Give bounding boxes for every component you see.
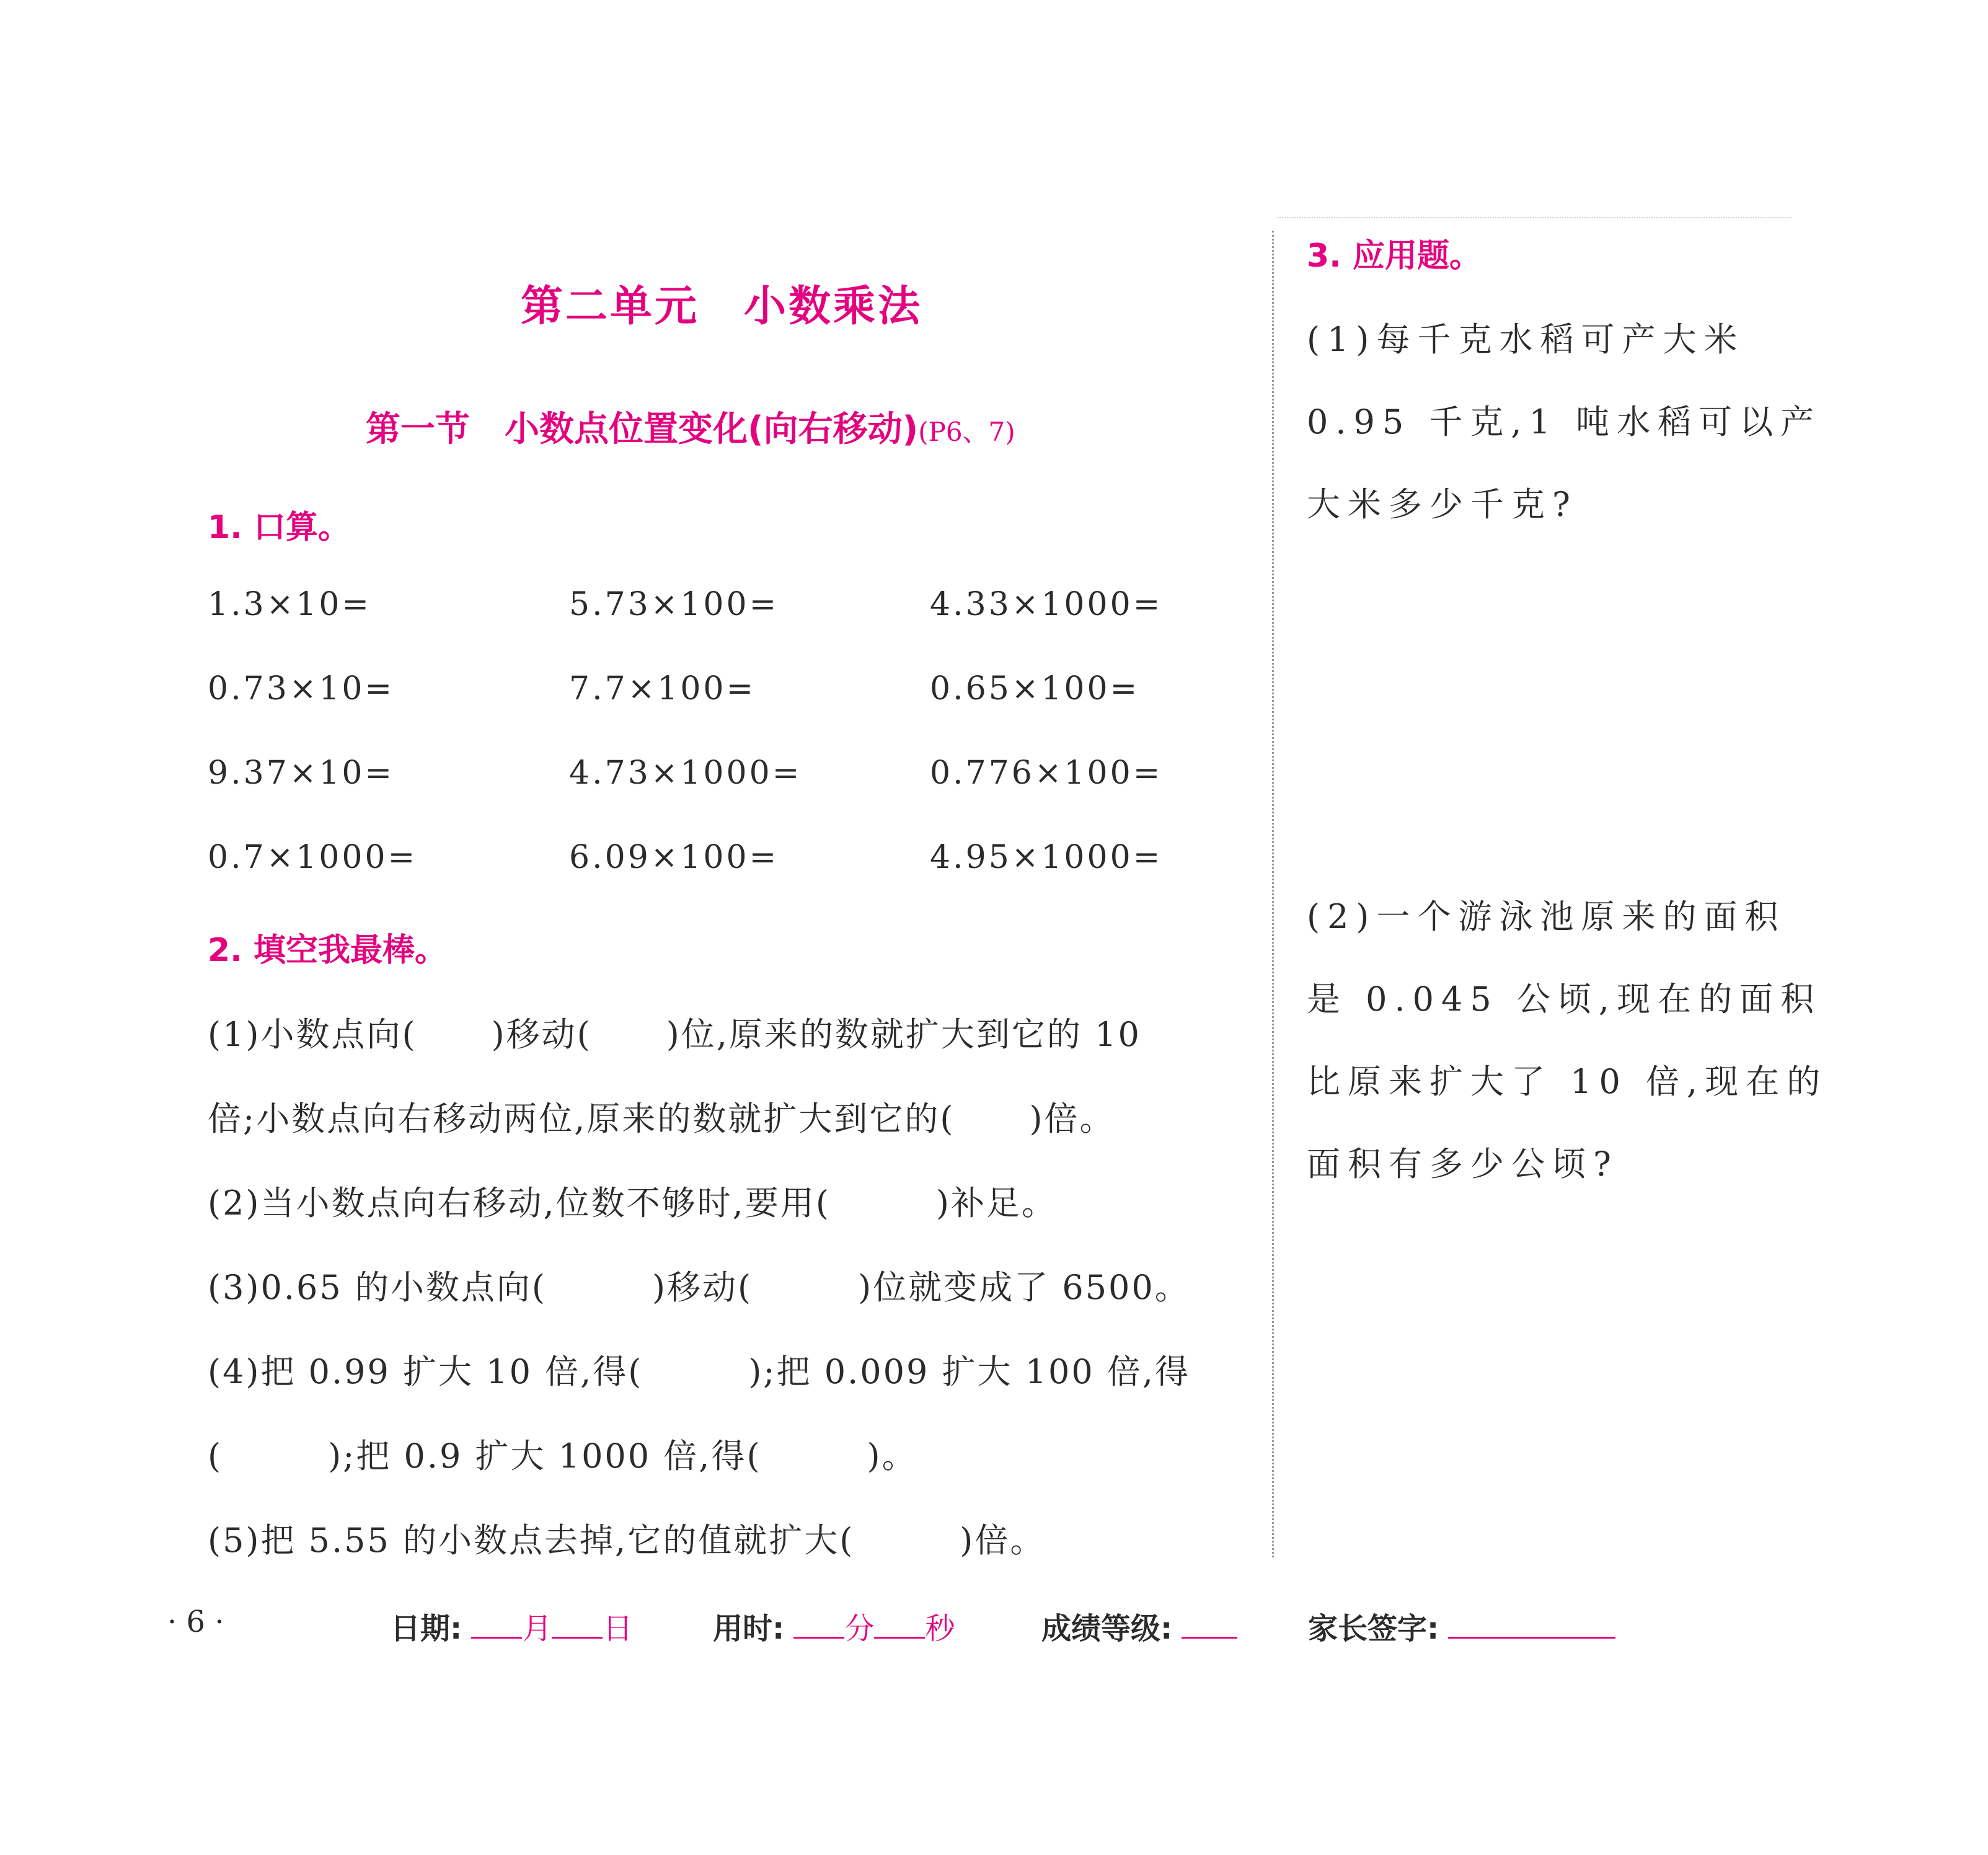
unit-title: 第二单元 小数乘法 [521,281,923,331]
calc-item: 7.7×100= [569,670,756,707]
fill-line-2: 倍;小数点向右移动两位,原来的数就扩大到它的( )倍。 [208,1099,1115,1138]
minute-blank[interactable] [793,1612,844,1639]
calc-item: 9.37×10= [208,755,395,792]
parent-label: 家长签字: [1308,1611,1439,1646]
calc-item: 4.33×1000= [930,586,1163,623]
grade-label: 成绩等级: [1041,1611,1173,1646]
calc-item: 5.73×100= [569,586,779,623]
calc-item: 0.73×10= [208,670,395,707]
calc-item: 4.73×1000= [569,755,802,792]
calc-item: 0.65×100= [930,670,1140,707]
month-label: 月 [522,1611,552,1646]
day-label: 日 [603,1611,633,1646]
parent-signature-field [1308,1605,1615,1647]
section-title [366,402,1015,451]
parent-signature-blank[interactable] [1448,1612,1615,1639]
calc-item: 1.3×10= [208,586,372,623]
time-label: 用时: [713,1611,785,1646]
date-field [391,1605,633,1647]
calc-item: 6.09×100= [569,839,779,876]
section-title-text: 第一节 小数点位置变化(向右移动) [366,409,919,449]
calc-item: 4.95×1000= [930,839,1163,876]
fill-line-5: (4)把 0.99 扩大 10 倍,得( );把 0.009 扩大 100 倍,得 [208,1352,1191,1391]
calc-item: 0.776×100= [930,755,1163,792]
q3-p2-line: 面积有多少公顷? [1307,1144,1619,1184]
grade-blank[interactable] [1182,1612,1237,1639]
day-blank[interactable] [552,1612,603,1639]
fill-line-6: ( );把 0.9 扩大 1000 倍,得( )。 [208,1437,917,1476]
q3-p1-line: (1)每千克水稻可产大米 [1307,320,1745,359]
grade-field [1041,1605,1237,1647]
q3-p2-line: 比原来扩大了 10 倍,现在的 [1307,1062,1828,1101]
top-rule [1277,217,1791,218]
fill-line-7: (5)把 5.55 的小数点去掉,它的值就扩大( )倍。 [208,1521,1046,1560]
q3-p2-line: (2)一个游泳池原来的面积 [1307,897,1786,936]
q1-heading: 1. 口算。 [208,509,351,546]
time-field [713,1605,955,1647]
month-blank[interactable] [471,1612,522,1639]
second-label: 秒 [925,1611,955,1646]
page-number: · 6 · [167,1605,224,1639]
column-divider [1272,231,1274,1557]
fill-line-3: (2)当小数点向右移动,位数不够时,要用( )补足。 [208,1184,1057,1223]
fill-line-4: (3)0.65 的小数点向( )移动( )位就变成了 6500。 [208,1268,1190,1307]
q3-p2-line: 是 0.045 公顷,现在的面积 [1307,980,1822,1019]
q3-p1-line: 0.95 千克,1 吨水稻可以产 [1307,402,1822,441]
date-label: 日期: [391,1611,462,1646]
second-blank[interactable] [874,1612,925,1639]
q2-heading: 2. 填空我最棒。 [208,932,448,969]
calc-item: 0.7×1000= [208,839,418,876]
section-pages: (P6、7) [918,417,1015,447]
q3-p1-line: 大米多少千克? [1307,485,1578,524]
q3-heading: 3. 应用题。 [1307,237,1482,275]
minute-label: 分 [844,1611,875,1646]
fill-line-1: (1)小数点向( )移动( )位,原来的数就扩大到它的 10 [208,1015,1141,1054]
